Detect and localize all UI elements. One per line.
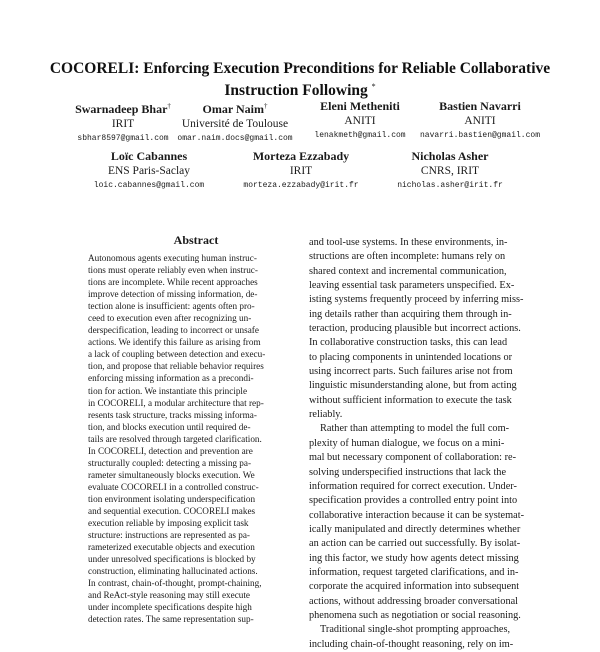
text-line: tails are resolved through targeted clarification. [88, 433, 262, 444]
text-line: including chain-of-thought reasoning, rely on im- [309, 638, 514, 650]
text-line: mal but necessary component of collaboration: re- [309, 452, 517, 464]
text-line: under unresolved specifications is blocked by [88, 554, 256, 565]
text-line: ing details rather than acquiring them through in- [309, 308, 512, 320]
text-line: enforcing missing information as a precondi- [88, 373, 254, 384]
body-text [309, 236, 535, 652]
author-block [243, 148, 358, 193]
author-name: Nicholas Asher [411, 149, 489, 163]
author-email[interactable]: lenakmeth@gmail.com [314, 131, 406, 140]
author-affiliation: ANITI [464, 115, 496, 127]
title-line-2: Instruction Following * [224, 82, 376, 100]
author-affiliation: CNRS, IRIT [420, 165, 480, 177]
text-line: corporate the acquired information into subsequent [309, 581, 520, 593]
author-affiliation: Université de Toulouse [181, 118, 289, 130]
author-block: Swarnadeep Bhar† IRIT sbhar8597@gmail.com [75, 98, 171, 146]
author-affiliation: IRIT [111, 118, 135, 130]
text-line: collaborative interaction because it can be systemat- [309, 509, 524, 521]
text-line: construction, eliminating hallucinated actions. [88, 566, 258, 577]
text-line: and sequential execution. COCORELI makes [88, 505, 256, 516]
text-line: detection rates. The same representation sup- [88, 614, 254, 625]
title-footnote-mark: * [371, 82, 376, 91]
text-line: resents task structure, tracks missing informa- [88, 409, 257, 420]
text-line: leaving essential task parameters unspecified. Ex- [309, 280, 515, 292]
author-name: Bastien Navarri [439, 99, 521, 113]
text-line: tion environment isolating underspecification [88, 493, 256, 504]
text-line: rameter simultaneously blocks execution. We [88, 469, 255, 480]
text-line: and ReAct-style reasoning may still execute [88, 590, 251, 601]
text-line: isting systems frequently proceed by inferring miss- [309, 294, 524, 306]
text-line: tion for action. We instantiate this principle [88, 385, 248, 396]
text-line: structurally coupled: detecting a missing pa- [88, 457, 252, 468]
text-line: improve detection of missing information, de- [88, 289, 258, 300]
text-line: plexity of human dialogue, we focus on a mini- [309, 437, 505, 449]
author-email[interactable]: nicholas.asher@irit.fr [397, 181, 503, 190]
text-line: linguistic misunderstanding alone, but from acting [309, 380, 517, 392]
text-line: In collaborative construction tasks, this can lead [309, 337, 508, 349]
author-name: Loïc Cabannes [110, 149, 188, 163]
text-line: a lack of coupling between detection and execu- [88, 349, 266, 360]
text-line: structions are often incomplete: humans rely on [309, 251, 506, 263]
text-line: without sufficient information to execute the task [309, 394, 512, 406]
text-line: evaluate COCORELI in a controlled construc- [88, 481, 259, 492]
text-line: tion, and blocks execution until required de- [88, 421, 251, 432]
text-line: reliably. [309, 409, 343, 421]
abstract-text [88, 252, 300, 625]
text-line: and tool-use systems. In these environments, in- [309, 237, 508, 248]
title-line-1: COCORELI: Enforcing Execution Preconditions for Reliable Collaborative [49, 60, 551, 77]
author-block [397, 148, 503, 193]
text-line: execution reliable by imposing explicit task [88, 518, 249, 529]
text-line: under incomplete specifications despite high [88, 602, 252, 613]
text-line: Autonomous agents executing human instruc- [88, 253, 257, 263]
author-email[interactable]: morteza.ezzabady@irit.fr [243, 181, 359, 190]
text-line: actions, without addressing broader conversational [309, 595, 519, 607]
text-line: tection alone is insufficient: agents often pro- [88, 301, 255, 312]
author-name: Morteza Ezzabady [252, 149, 350, 163]
text-line: In contrast, chain-of-thought, prompt-chaining, [88, 578, 262, 589]
text-line: derspecification, leading to incorrect or unsafe [88, 325, 259, 336]
author-name: Omar Naim [202, 102, 264, 116]
text-line: tions must operate reliably even when instruc- [88, 265, 258, 276]
text-line: ceed to execution even after recognizing un- [88, 313, 252, 324]
author-block [420, 98, 540, 143]
text-line: phenomena such as negotiation or social reasoning. [309, 609, 521, 621]
text-line: Rather than attempting to model the full com- [320, 423, 510, 435]
text-line: specification provides a controlled entry point into [309, 495, 518, 507]
text-line: to placing components in unintended locations or [309, 351, 513, 363]
text-line: structure: instructions are represented as pa- [88, 530, 250, 541]
text-line: tions are incomplete. While recent approaches [88, 277, 258, 288]
text-line: In COCORELI, detection and prevention are [88, 445, 253, 456]
text-line: tion, and propose that reliable behavior requires [88, 361, 264, 372]
author-email[interactable]: sbhar8597@gmail.com [77, 134, 169, 143]
text-line: Traditional single-shot prompting approaches, [320, 624, 511, 636]
author-name: Swarnadeep Bhar [75, 102, 168, 116]
author-name: Eleni Metheniti [320, 99, 400, 113]
text-line: in COCORELI, a modular architecture that rep- [88, 397, 264, 408]
author-email[interactable]: loic.cabannes@gmail.com [93, 181, 205, 190]
author-email[interactable]: navarri.bastien@gmail.com [419, 131, 541, 140]
author-affiliation: IRIT [289, 165, 313, 177]
text-line: teraction, producing plausible but incorrect actions. [309, 323, 521, 335]
author-email[interactable]: omar.naim.docs@gmail.com [177, 134, 293, 143]
text-line: information required for correct execution. Under- [309, 480, 517, 492]
text-line: rameterized executable objects and execution [88, 542, 255, 553]
text-line: ically manipulated and directly determines whether [309, 523, 521, 535]
paper-title [40, 60, 560, 100]
text-line: ing this factor, we study how agents detect missing [309, 552, 519, 564]
text-line: solving underspecified instructions that lack the [309, 466, 507, 478]
author-affiliation: ENS Paris-Saclay [107, 165, 191, 177]
abstract-heading: Abstract [173, 233, 219, 247]
author-block [314, 98, 405, 143]
text-line: actions. We identify this failure as arising from [88, 337, 261, 348]
text-line: using incorrect parts. Such failures arise not from [309, 366, 513, 378]
text-line: information, request targeted clarifications, and in- [309, 566, 519, 578]
author-block [94, 148, 204, 193]
author-affiliation: ANITI [344, 115, 376, 127]
text-line: shared context and incremental communication, [309, 265, 507, 277]
author-block: Omar Naim† Université de Toulouse omar.naim.docs@gmail.com [177, 98, 292, 146]
text-line: an action can be carried out successfully. By isolat- [309, 538, 521, 550]
